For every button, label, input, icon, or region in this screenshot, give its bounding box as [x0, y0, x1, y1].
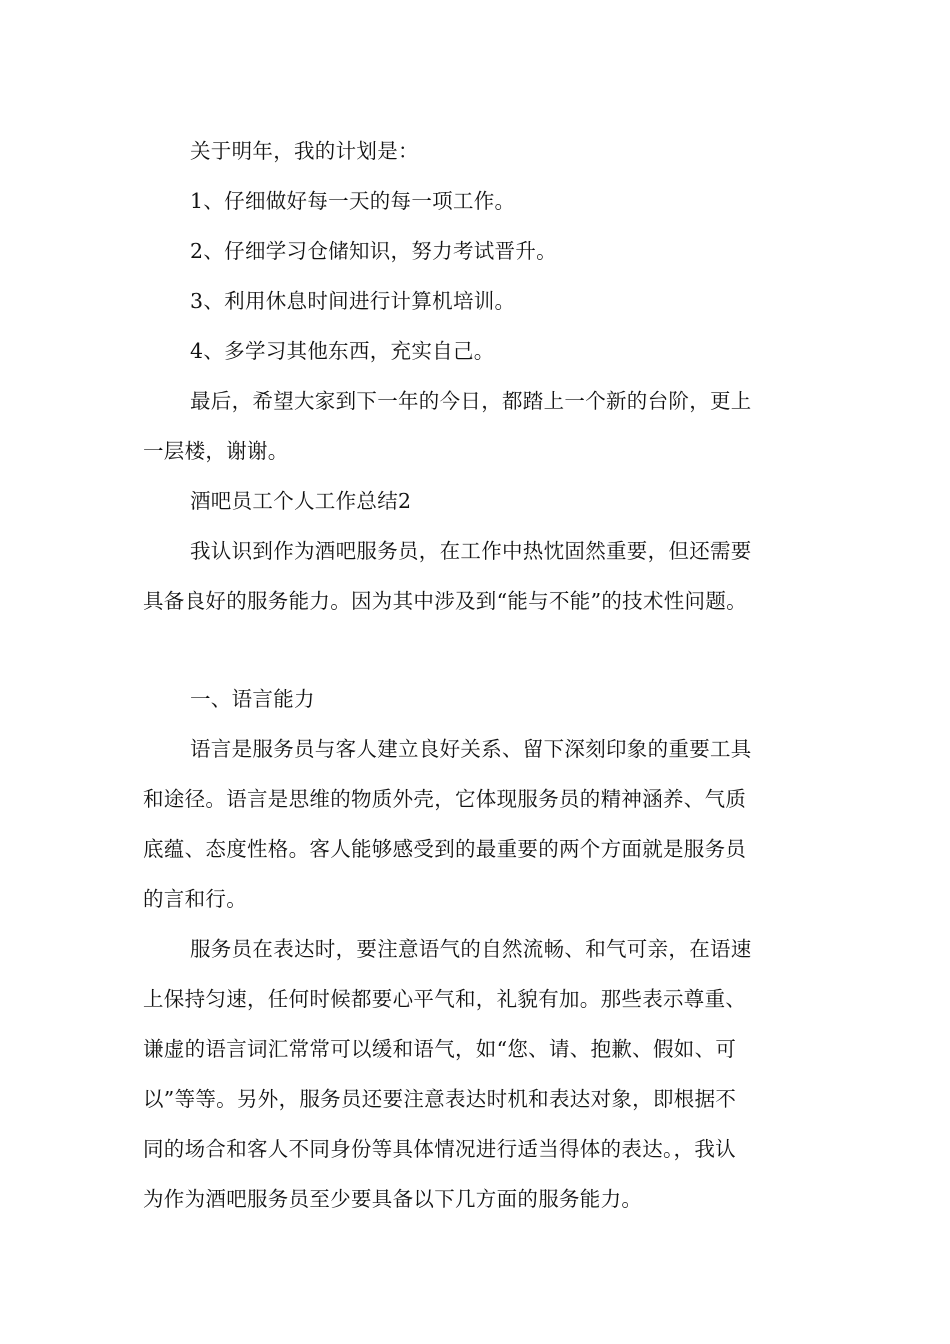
paragraph-line: 谦虚的语言词汇常常可以缓和语气，如“您、请、抱歉、假如、可	[143, 1037, 737, 1061]
paragraph-line: 同的场合和客人不同身份等具体情况进行适当得体的表达。，我认	[143, 1137, 736, 1161]
plan-item: 4、多学习其他东西，充实自己。	[190, 339, 495, 363]
closing-line: 一层楼，谢谢。	[143, 439, 289, 463]
closing-line: 最后，希望大家到下一年的今日，都踏上一个新的台阶，更上	[190, 389, 752, 413]
paragraph-line: 和途径。语言是思维的物质外壳，它体现服务员的精神涵养、气质	[143, 787, 747, 811]
plan-intro: 关于明年，我的计划是：	[190, 139, 419, 163]
plan-item: 2、仔细学习仓储知识，努力考试晋升。	[190, 239, 557, 263]
paragraph-line: 上保持匀速，任何时候都要心平气和，礼貌有加。那些表示尊重、	[143, 987, 747, 1011]
section-title: 酒吧员工个人工作总结2	[190, 489, 412, 513]
paragraph-line: 语言是服务员与客人建立良好关系、留下深刻印象的重要工具	[190, 737, 752, 761]
plan-item: 3、利用休息时间进行计算机培训。	[190, 289, 516, 313]
paragraph-line: 的言和行。	[143, 887, 247, 911]
section-heading: 一、语言能力	[190, 687, 315, 711]
paragraph-line: 底蕴、态度性格。客人能够感受到的最重要的两个方面就是服务员	[143, 837, 747, 861]
paragraph-line: 以”等等。另外，服务员还要注意表达时机和表达对象，即根据不	[143, 1087, 737, 1111]
section-intro-line: 我认识到作为酒吧服务员，在工作中热忱固然重要，但还需要	[190, 539, 752, 563]
plan-item: 1、仔细做好每一天的每一项工作。	[190, 189, 516, 213]
paragraph-line: 服务员在表达时，要注意语气的自然流畅、和气可亲，在语速	[190, 937, 752, 961]
paragraph-line: 为作为酒吧服务员至少要具备以下几方面的服务能力。	[143, 1187, 643, 1211]
section-intro-line: 具备良好的服务能力。因为其中涉及到“能与不能”的技术性问题。	[143, 589, 747, 613]
